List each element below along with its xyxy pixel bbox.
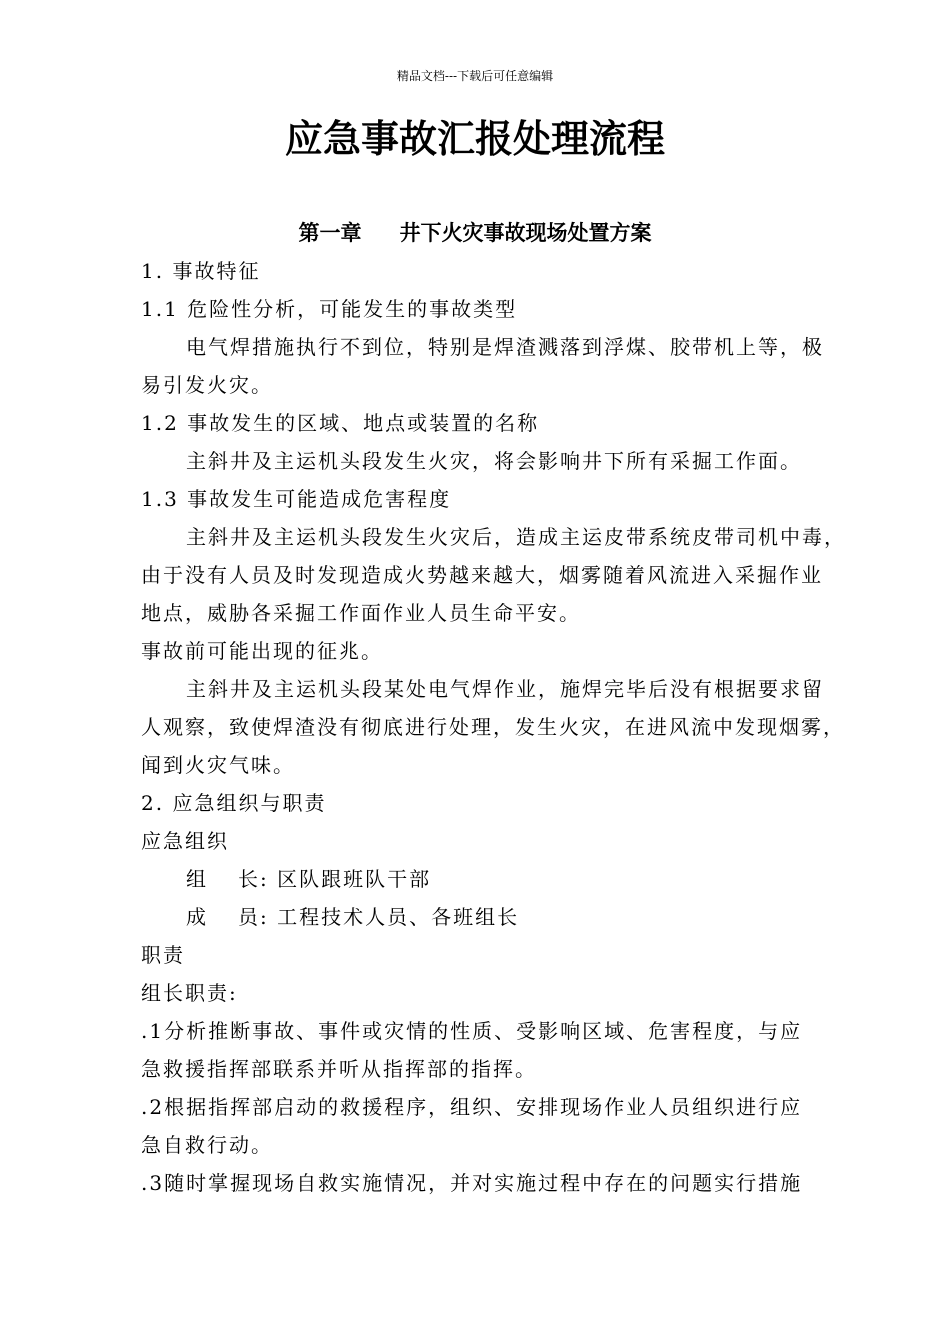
document-title: 应急事故汇报处理流程 (284, 117, 665, 161)
paragraph-line: 急救援指挥部联系并听从指挥部的指挥。 (141, 1057, 537, 1081)
paragraph-line: 应急组织 (141, 829, 229, 853)
paragraph-line: 主斜井及主运机头段发生火灾后，造成主运皮带系统皮带司机中毒， (186, 525, 846, 549)
paragraph-line: 主斜井及主运机头段某处电气焊作业，施焊完毕后没有根据要求留 (186, 677, 824, 701)
role-label-rest: 员: 工程技术人员、各班组长 (238, 905, 520, 929)
subsection-heading: 1.2 事故发生的区域、地点或装置的名称 (141, 411, 540, 435)
role-line (186, 903, 519, 931)
role-label-head: 组 (186, 867, 208, 891)
paragraph-line: 地点，威胁各采掘工作面作业人员生命平安。 (141, 601, 581, 625)
paragraph-line: 事故前可能出现的征兆。 (141, 639, 383, 663)
paragraph-line: 职责 (141, 943, 185, 967)
role-label-head: 成 (186, 905, 208, 929)
paragraph-line: 闻到火灾气味。 (141, 753, 295, 777)
paragraph-line: .2根据指挥部启动的救援程序，组织、安排现场作业人员组织进行应 (141, 1095, 803, 1119)
section-heading: 2. 应急组织与职责 (141, 791, 327, 815)
subsection-heading: 1.1 危险性分析，可能发生的事故类型 (141, 297, 518, 321)
page-header: 精品文档---下载后可任意编辑 (396, 69, 554, 83)
chapter-heading (0, 219, 950, 247)
paragraph-line: 电气焊措施执行不到位，特别是焊渣溅落到浮煤、胶带机上等，极 (186, 335, 824, 359)
paragraph-line: 组长职责: (141, 981, 238, 1005)
paragraph-line: .3随时掌握现场自救实施情况，并对实施过程中存在的问题实行措施 (141, 1171, 803, 1195)
subsection-heading: 1.3 事故发生可能造成危害程度 (141, 487, 452, 511)
paragraph-line: 急自救行动。 (141, 1133, 273, 1157)
role-label-rest: 长: 区队跟班队干部 (238, 867, 432, 891)
paragraph-line: 由于没有人员及时发现造成火势越来越大，烟雾随着风流进入采掘作业 (141, 563, 823, 587)
role-line (186, 865, 431, 893)
chapter-name: 井下火灾事故现场处置方案 (399, 221, 652, 245)
paragraph-line: 易引发火灾。 (141, 373, 273, 397)
paragraph-line: .1分析推断事故、事件或灾情的性质、受影响区域、危害程度，与应 (141, 1019, 803, 1043)
paragraph-line: 人观察，致使焊渣没有彻底进行处理，发生火灾，在进风流中发现烟雾， (141, 715, 845, 739)
section-heading: 1. 事故特征 (141, 259, 261, 283)
chapter-number: 第一章 (298, 221, 362, 245)
paragraph-line: 主斜井及主运机头段发生火灾，将会影响井下所有采掘工作面。 (186, 449, 802, 473)
